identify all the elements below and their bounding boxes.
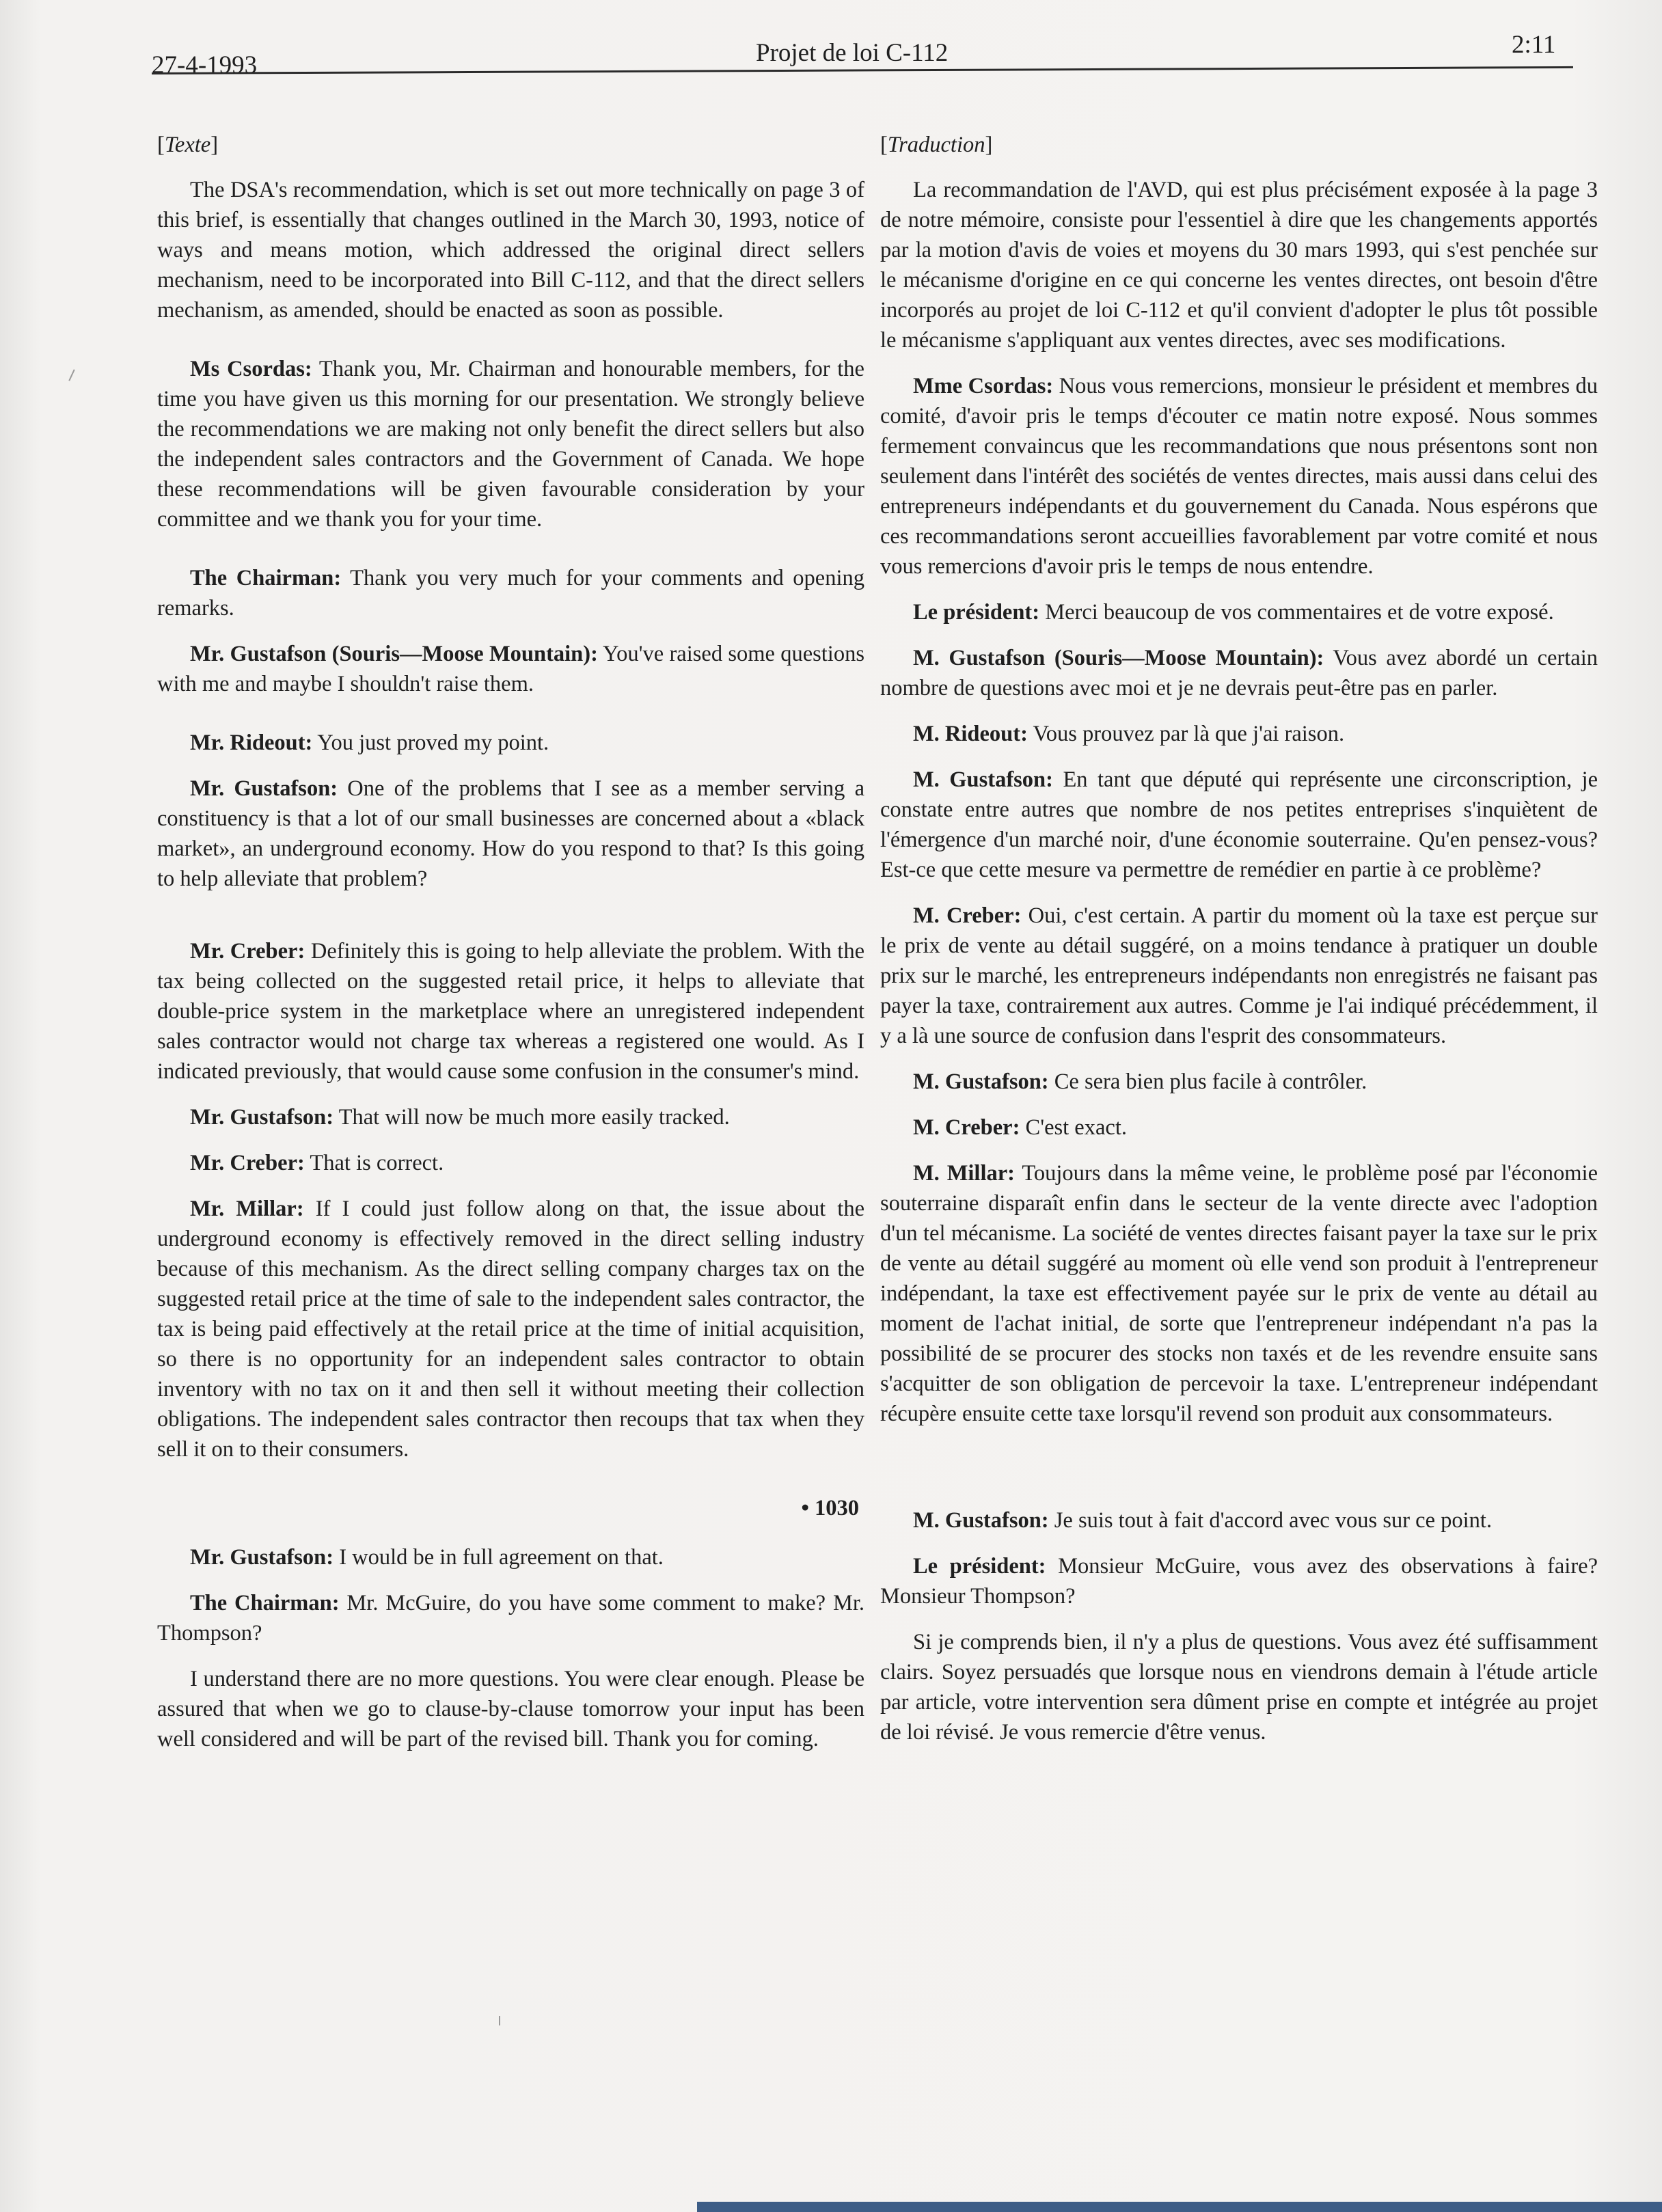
time-marker: • 1030 (801, 1496, 859, 1520)
speaker-name: M. Gustafson: (913, 1069, 1049, 1094)
french-paragraph-gustafson-4: M. Gustafson: Je suis tout à fait d'accord avec vous sur ce point. (913, 1508, 1493, 1533)
french-intro-paragraph: La recommandation de l'AVD, qui est plus précisément exposée à la page 3 de notre mémoire, consiste pour l'essentiel à dire que les changements apportés par la motion d'avis de voies et moyens du 30 mars 1993, qui s'est penchée sur le mécanisme d'origine en ce qui concerne les ventes directes, ont besoin d'être incorporés au projet de loi C-112 et qu'il convient d'adopter le plus tôt possible le mécanisme s'appliquant aux ventes directes, avec ses modifications. (880, 178, 1598, 353)
english-section-tag: [Texte] (157, 133, 219, 157)
header-title: Projet de loi C-112 (756, 39, 949, 67)
speaker-name: Mr. Gustafson: (190, 1105, 334, 1130)
english-paragraph-csordas: Ms Csordas: Thank you, Mr. Chairman and honourable members, for the time you have given us this morning for our presentation. We strongly believe the recommendations we are making not only benefit the direct sellers but also the independent sales contractors and the Government of Canada. We hope these recommendations will be given favourable consideration by your committee and we thank you for your time. (157, 357, 864, 532)
speaker-name: Ms Csordas: (190, 357, 312, 381)
french-paragraph-rideout: M. Rideout: Vous prouvez par là que j'ai raison. (913, 722, 1345, 746)
speaker-name: The Chairman: (190, 566, 342, 590)
speaker-name: The Chairman: (190, 1591, 340, 1615)
french-paragraph-creber-1: M. Creber: Oui, c'est certain. A partir du moment où la taxe est perçue sur le prix de vente au détail suggéré, on a moins tendance à pratiquer un double prix sur le marché, les entrepreneurs indépendants non enregistrés ne faisant pas payer la taxe, contrairement aux autres. Comme je l'ai indiqué précédemment, il y a là une source de confusion dans l'esprit des consommateurs. (880, 903, 1598, 1048)
english-intro-paragraph: The DSA's recommendation, which is set out more technically on page 3 of this brief, is essentially that changes outlined in the March 30, 1993, notice of ways and means motion, which addressed the original direct sellers mechanism, need to be incorporated into Bill C-112, and that the direct sellers mechanism, as amended, should be enacted as soon as possible. (157, 178, 864, 323)
speaker-name: Mr. Millar: (190, 1197, 304, 1221)
french-paragraph-gustafson-3: M. Gustafson: Ce sera bien plus facile à contrôler. (913, 1069, 1367, 1094)
french-paragraph-creber-2: M. Creber: C'est exact. (913, 1115, 1127, 1140)
speaker-name: Mr. Creber: (190, 939, 305, 964)
english-paragraph-creber-2: Mr. Creber: That is correct. (190, 1151, 444, 1175)
french-paragraph-gustafson-1: M. Gustafson (Souris—Moose Mountain): Vous avez abordé un certain nombre de questions avec moi et je ne devrais peut-être pas en parler. (880, 646, 1598, 700)
french-column (880, 130, 1598, 1763)
english-paragraph-gustafson-2: Mr. Gustafson: One of the problems that I see as a member serving a constituency is that a lot of our small businesses are concerned about a «black market», an underground economy. How do you respond to that? Is this going to help alleviate that problem? (157, 776, 865, 891)
speaker-name: Mr. Gustafson: (190, 1545, 334, 1570)
french-paragraph-chairman-2: Le président: Monsieur McGuire, vous avez des observations à faire? Monsieur Thompson? (880, 1554, 1598, 1609)
speaker-name: M. Gustafson (Souris—Moose Mountain): (913, 646, 1324, 670)
french-paragraph-millar: M. Millar: Toujours dans la même veine, le problème posé par l'économie souterraine disparaît enfin dans le secteur de la vente directe avec l'adoption d'un tel mécanisme. La société de ventes directes faisant payer la taxe sur le prix de vente au détail suggéré au moment où elle vend son produit à l'entrepreneur indépendant, la taxe est effectivement payée sur le prix de vente au détail au moment de l'achat initial, de sorte que l'entrepreneur indépendant n'a pas la possibilité de se procurer des stocks non taxés et de les revendre ensuite sans s'acquitter de son obligation de percevoir la taxe. L'entrepreneur indépendant récupère ensuite cette taxe lorsqu'il revend son produit aux consommateurs. (880, 1161, 1598, 1426)
french-section-tag: [Traduction] (880, 133, 993, 157)
english-paragraph-creber-1: Mr. Creber: Definitely this is going to help alleviate the problem. With the tax being collected on the suggested retail price, it helps to alleviate that double-price system in the marketplace where an unregistered independent sales contractor would not charge tax whereas a registered one would. As I indicated previously, that would cause some confusion in the consumer's mind. (157, 939, 865, 1084)
stray-mark (499, 2016, 500, 2025)
french-paragraph-gustafson-2: M. Gustafson: En tant que député qui représente une circonscription, je constate entre autres que nombre de nos petites entreprises s'inquiètent de l'émergence d'un marché noir, d'une économie souterraine. Qu'en pensez-vous? Est-ce que cette mesure va permettre de remédier en partie à ce problème? (880, 767, 1598, 882)
english-column (157, 130, 864, 1770)
speaker-name: Mr. Gustafson: (190, 776, 338, 801)
english-paragraph-millar: Mr. Millar: If I could just follow along on that, the issue about the underground economy is effectively removed in the direct selling industry because of this mechanism. As the direct selling company charges tax on the suggested retail price at the time of sale to the independent sales contractor, the tax is being paid effectively at the retail price at the time of initial acquisition, so there is no opportunity for an independent sales contractor to obtain inventory with no tax on it and then sell it without meeting their collection obligations. The independent sales contractor then recoups that tax when they sell it on to their consumers. (157, 1197, 864, 1462)
speaker-name: M. Gustafson: (913, 1508, 1049, 1533)
speaker-name: Le président: (913, 1554, 1046, 1579)
page-edge-bar (697, 2202, 1662, 2212)
english-paragraph-rideout: Mr. Rideout: You just proved my point. (190, 730, 549, 755)
speaker-name: Mme Csordas: (913, 374, 1054, 398)
speaker-name: M. Gustafson: (913, 767, 1053, 792)
speaker-name: M. Millar: (913, 1161, 1015, 1186)
speaker-name: Mr. Rideout: (190, 730, 313, 755)
english-paragraph-chairman-1: The Chairman: Thank you very much for your comments and opening remarks. (157, 566, 864, 620)
speaker-name: M. Rideout: (913, 722, 1028, 746)
french-paragraph-csordas: Mme Csordas: Nous vous remercions, monsieur le président et membres du comité, d'avoir pris le temps d'écouter ce matin notre exposé. Nous sommes fermement convaincus que les recommandations que nous présentons sont non seulement dans l'intérêt des sociétés de ventes directes, mais aussi dans celui des entrepreneurs indépendants et du gouvernement du Canada. Nous espérons que ces recommandations seront accueillies favorablement par votre comité et nous vous remercions d'avoir pris le temps de nous entendre. (880, 374, 1598, 579)
french-paragraph-closing: Si je comprends bien, il n'y a plus de questions. Vous avez été suffisamment clairs. Soyez persuadés que lorsque nous en viendrons demain à l'étude article par article, votre intervention sera dûment prise en compte et intégrée au projet de loi révisé. Je vous remercie d'être venus. (880, 1630, 1598, 1745)
english-paragraph-closing: I understand there are no more questions. You were clear enough. Please be assured that when we go to clause-by-clause tomorrow your input has been well considered and will be part of the revised bill. Thank you for coming. (157, 1667, 864, 1751)
speaker-name: M. Creber: (913, 1115, 1020, 1140)
speaker-name: Le président: (913, 600, 1040, 625)
header-page-number: 2:11 (1512, 31, 1556, 59)
page-header (0, 0, 1662, 82)
english-paragraph-gustafson-3: Mr. Gustafson: That will now be much more easily tracked. (190, 1105, 730, 1130)
english-paragraph-gustafson-4: Mr. Gustafson: I would be in full agreement on that. (190, 1545, 664, 1570)
speaker-name: Mr. Gustafson (Souris—Moose Mountain): (190, 642, 598, 666)
english-paragraph-chairman-2: The Chairman: Mr. McGuire, do you have some comment to make? Mr. Thompson? (157, 1591, 865, 1646)
speaker-name: Mr. Creber: (190, 1151, 305, 1175)
header-date: 27-4-1993 (152, 51, 258, 79)
french-paragraph-chairman-1: Le président: Merci beaucoup de vos commentaires et de votre exposé. (913, 600, 1554, 625)
speaker-name: M. Creber: (913, 903, 1022, 928)
english-paragraph-gustafson-1: Mr. Gustafson (Souris—Moose Mountain): You've raised some questions with me and maybe I shouldn't raise them. (157, 642, 864, 696)
